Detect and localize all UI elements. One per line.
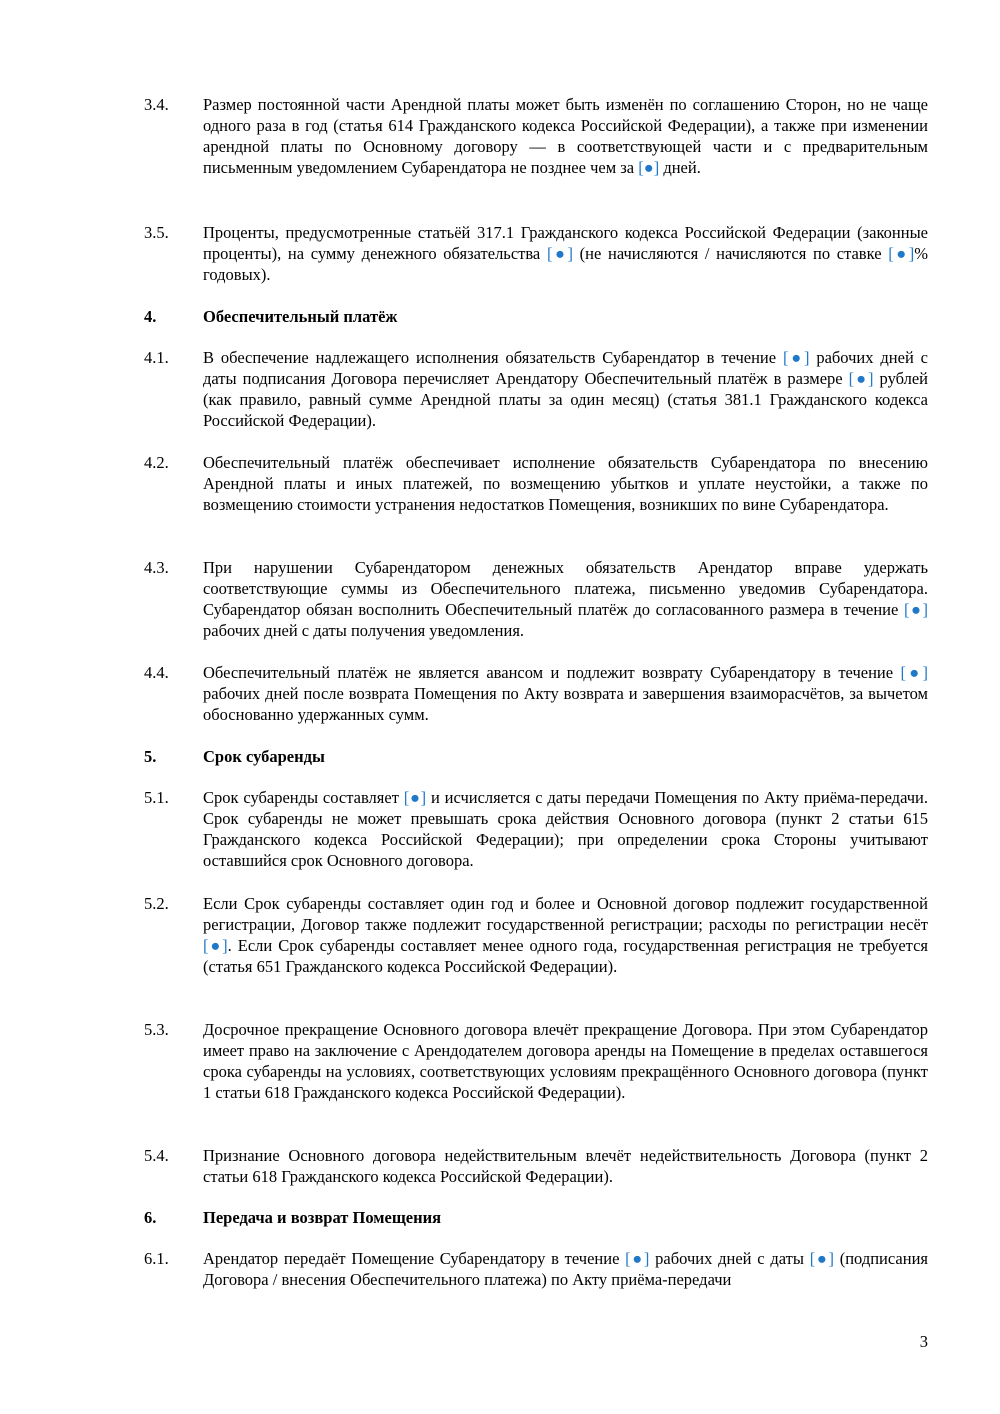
section-title: Срок субаренды <box>203 747 325 766</box>
clause-number: 3.5. <box>144 223 169 242</box>
section-number: 6. <box>144 1208 157 1227</box>
clause-text: Признание Основного договора недействительным влечёт недействительность Договора (пункт 2 статьи 618 Гражданского кодекса Российской Федерации). <box>203 1146 928 1186</box>
clause-number: 5.3. <box>144 1020 169 1039</box>
section-heading-5 <box>144 747 928 768</box>
clause-number: 3.4. <box>144 95 169 114</box>
section-title: Обеспечительный платёж <box>203 307 398 326</box>
placeholder-field: [●] <box>848 368 874 388</box>
clause-5-4 <box>144 1146 928 1188</box>
clause-3-5 <box>144 223 928 286</box>
placeholder-field: [●] <box>403 788 427 807</box>
clause-text: Обеспечительный платёж обеспечивает исполнение обязательств Субарендатора по внесению Арендной платы и иных платежей, по возмещению убытков и уплате неустойки, а также по возмещению стоимости устранения недостатков Помещения, возникших по вине Субарендатора. <box>203 453 928 514</box>
section-number: 4. <box>144 307 157 326</box>
placeholder-field: [●] <box>203 935 228 955</box>
section-heading-4 <box>144 307 928 328</box>
clause-text: Обеспечительный платёж не является авансом и подлежит возврату Субарендатору в течение [●] рабочих дней после возврата Помещения по Акту возврата и завершения взаиморасчётов, за вычетом обоснованно удержанных сумм. <box>203 663 928 724</box>
section-title: Передача и возврат Помещения <box>203 1208 442 1227</box>
placeholder-field: [●] <box>546 243 573 263</box>
clause-number: 5.2. <box>144 894 169 913</box>
clause-5-3 <box>144 1020 928 1104</box>
clause-text: Проценты, предусмотренные статьёй 317.1 Гражданского кодекса Российской Федерации (законные проценты), на сумму денежного обязательства [●] (не начисляются / начисляются по ставке [●]% годовых). <box>203 223 929 284</box>
clause-text: Размер постоянной части Арендной платы может быть изменён по соглашению Сторон, но не чаще одного раза в год (статья 614 Гражданского кодекса Российской Федерации), а также при изменении арендной платы по Основному договору — в соответствующей части и с предварительным письменным уведомлением Субарендатора не позднее чем за [●] дней. <box>203 95 928 177</box>
clause-number: 4.2. <box>144 453 169 472</box>
clause-text: В обеспечение надлежащего исполнения обязательств Субарендатор в течение [●] рабочих дней с даты подписания Договора перечисляет Арендатору Обеспечительный платёж в размере [●] рублей (как правило, равный сумме Арендной платы за один месяц) (статья 381.1 Гражданского кодекса Российской Федерации). <box>203 348 928 430</box>
page-number: 3 <box>919 1332 928 1351</box>
section-heading-6 <box>144 1208 928 1229</box>
clause-5-2 <box>144 894 928 978</box>
clause-number: 6.1. <box>144 1249 169 1268</box>
clause-text: Срок субаренды составляет [●] и исчисляется с даты передачи Помещения по Акту приёма-передачи. Срок субаренды не может превышать срока действия Основного договора (пункт 2 статьи 615 Гражданского кодекса Российской Федерации); при определении срока Стороны учитывают оставшийся срок Основного договора. <box>203 788 928 870</box>
clause-text: Досрочное прекращение Основного договора влечёт прекращение Договора. При этом Субарендатор имеет право на заключение с Арендодателем договора аренды на Помещение в пределах оставшегося срока субаренды на условиях, соответствующих условиям прекращённого Основного договора (пункт 1 статьи 618 Гражданского кодекса Российской Федерации). <box>203 1020 928 1102</box>
clause-3-4 <box>144 95 928 179</box>
placeholder-field: [●] <box>888 243 915 263</box>
placeholder-field: [●] <box>625 1249 650 1268</box>
placeholder-field: [●] <box>900 663 928 682</box>
clause-4-4 <box>144 663 928 726</box>
placeholder-field: [●] <box>809 1249 834 1268</box>
clause-text: При нарушении Субарендатором денежных обязательств Арендатор вправе удержать соответствующие суммы из Обеспечительного платежа, письменно уведомив Субарендатора. Субарендатор обязан восполнить Обеспечительный платёж до согласованного размера в течение [●] рабочих дней с даты получения уведомления. <box>203 558 928 640</box>
clause-4-2 <box>144 453 928 516</box>
clause-6-1 <box>144 1249 928 1291</box>
clause-number: 4.1. <box>144 348 169 367</box>
section-number: 5. <box>144 747 157 766</box>
placeholder-field: [●] <box>638 157 660 177</box>
clause-number: 5.1. <box>144 788 169 807</box>
clause-4-3 <box>144 558 928 642</box>
clause-number: 4.3. <box>144 558 169 577</box>
clause-5-1 <box>144 788 928 872</box>
clause-text: Арендатор передаёт Помещение Субарендатору в течение [●] рабочих дней с даты [●] (подписания Договора / внесения Обеспечительного платежа) по Акту приёма-передачи <box>203 1249 928 1289</box>
clause-number: 4.4. <box>144 663 169 682</box>
clause-4-1 <box>144 348 928 432</box>
clause-text: Если Срок субаренды составляет один год и более и Основной договор подлежит государственной регистрации, Договор также подлежит государственной регистрации; расходы по регистрации несёт [●]. Если Срок субаренды составляет менее одного года, государственная регистрация не требуется (статья 651 Гражданского кодекса Российской Федерации). <box>203 894 928 976</box>
clause-number: 5.4. <box>144 1146 169 1165</box>
placeholder-field: [●] <box>782 348 810 367</box>
placeholder-field: [●] <box>903 599 928 619</box>
